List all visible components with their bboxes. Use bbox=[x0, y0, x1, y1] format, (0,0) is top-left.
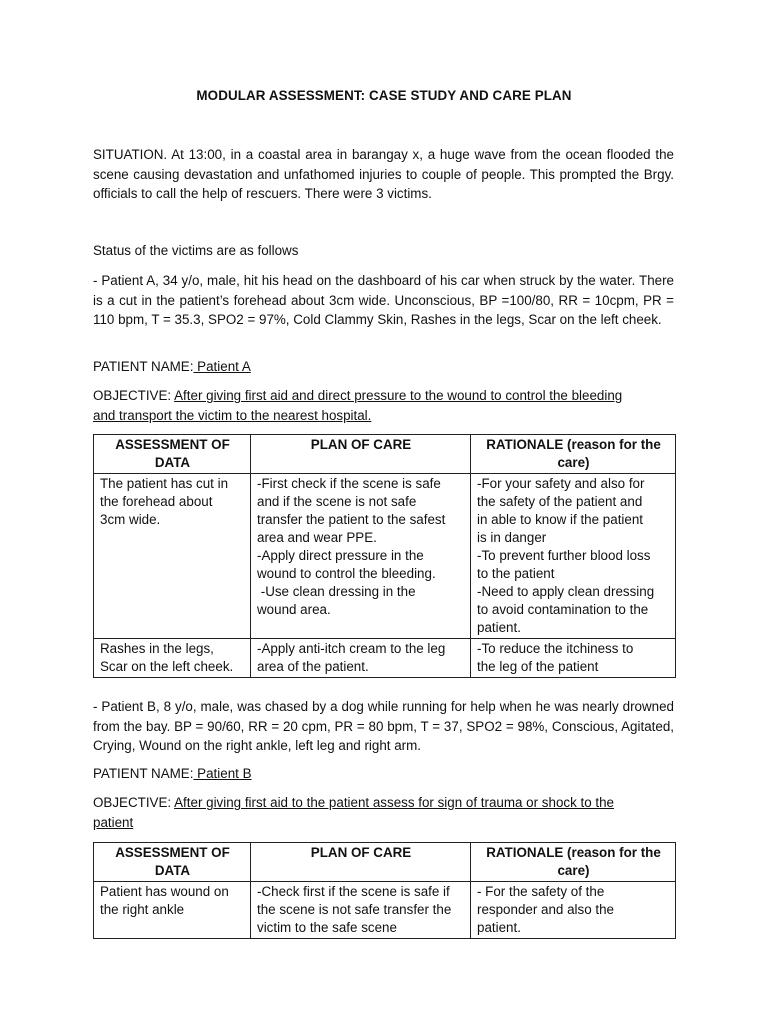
cell-line: in able to know if the patient bbox=[477, 512, 644, 527]
patient-a-care-table bbox=[93, 434, 676, 678]
objective-label: OBJECTIVE: bbox=[93, 388, 172, 403]
patient-b-name bbox=[93, 764, 674, 784]
situation-text: At 13:00, in a coastal area in barangay x, a huge wave from the ocean flooded the scene causing devastation and unfathomed injuries to couple of people. This prompted the Brgy. officials to call the help of rescuers. There were 3 victims. bbox=[93, 147, 674, 201]
objective-line-2: and transport the victim to the nearest hospital. bbox=[93, 407, 372, 423]
cell-line: -Apply direct pressure in the bbox=[257, 548, 424, 563]
cell-plan bbox=[251, 639, 471, 678]
cell-line: -Apply anti-itch cream to the leg bbox=[257, 641, 446, 656]
cell-line: wound to control the bleeding. bbox=[257, 566, 436, 581]
cell-line: Rashes in the legs, bbox=[100, 641, 214, 656]
table-body bbox=[94, 882, 676, 939]
cell-line: the safety of the patient and bbox=[477, 494, 643, 509]
patient-name-label: PATIENT NAME: bbox=[93, 359, 194, 374]
cell-line: 3cm wide. bbox=[100, 512, 161, 527]
cell-line: the forehead about bbox=[100, 494, 213, 509]
cell-line: -Check first if the scene is safe if bbox=[257, 884, 450, 899]
cell-line: -First check if the scene is safe bbox=[257, 476, 441, 491]
cell-line: -To prevent further blood loss bbox=[477, 548, 651, 563]
cell-line: patient. bbox=[477, 920, 521, 935]
cell-line: responder and also the bbox=[477, 902, 614, 917]
cell-line: Scar on the left cheek. bbox=[100, 659, 234, 674]
cell-assessment bbox=[94, 474, 251, 639]
cell-rationale bbox=[471, 882, 676, 939]
cell-line: the scene is not safe transfer the bbox=[257, 902, 452, 917]
patient-a-name bbox=[93, 357, 674, 377]
cell-line: to avoid contamination to the bbox=[477, 602, 649, 617]
cell-line: patient. bbox=[477, 620, 521, 635]
patient-a-objective bbox=[93, 386, 674, 425]
cell-line: - For the safety of the bbox=[477, 884, 605, 899]
table-row bbox=[94, 882, 676, 939]
patient-b-objective bbox=[93, 793, 674, 832]
cell-line: -Need to apply clean dressing bbox=[477, 584, 655, 599]
objective-line-2: patient bbox=[93, 814, 134, 830]
objective-line-1: After giving first aid and direct pressure to the wound to control the bleeding bbox=[174, 388, 623, 403]
cell-line: to the patient bbox=[477, 566, 555, 581]
cell-line: -For your safety and also for bbox=[477, 476, 645, 491]
header-assessment: ASSESSMENT OF DATA bbox=[94, 435, 251, 474]
patient-name-label: PATIENT NAME: bbox=[93, 766, 194, 781]
header-rationale: RATIONALE (reason for the care) bbox=[471, 843, 676, 882]
cell-line: victim to the safe scene bbox=[257, 920, 397, 935]
cell-assessment bbox=[94, 639, 251, 678]
page-title: MODULAR ASSESSMENT: CASE STUDY AND CARE PLAN bbox=[196, 88, 572, 103]
table-header-row bbox=[94, 843, 676, 882]
situation-label: SITUATION. bbox=[93, 147, 168, 162]
patient-b-description: - Patient B, 8 y/o, male, was chased by a dog while running for help when he was nearly drowned from the bay. BP = 90/60, RR = 20 cpm, PR = 80 bpm, T = 37, SPO2 = 98%, Conscious, Agitated, Crying, Wound on the right ankle, left leg and right arm. bbox=[93, 699, 674, 753]
cell-line: -To reduce the itchiness to bbox=[477, 641, 634, 656]
header-plan: PLAN OF CARE bbox=[251, 435, 471, 474]
cell-line: Patient has wound on bbox=[100, 884, 229, 899]
table-row bbox=[94, 474, 676, 639]
cell-line: the right ankle bbox=[100, 902, 185, 917]
table-header-row bbox=[94, 435, 676, 474]
header-assessment: ASSESSMENT OF DATA bbox=[94, 843, 251, 882]
patient-b-care-table bbox=[93, 842, 676, 939]
table-row bbox=[94, 639, 676, 678]
situation-paragraph bbox=[93, 145, 674, 204]
table-body bbox=[94, 474, 676, 678]
cell-assessment bbox=[94, 882, 251, 939]
cell-line: -Use clean dressing in the bbox=[257, 584, 416, 599]
header-rationale: RATIONALE (reason for the care) bbox=[471, 435, 676, 474]
cell-line: and if the scene is not safe bbox=[257, 494, 417, 509]
status-heading: Status of the victims are as follows bbox=[93, 243, 299, 258]
objective-line-1: After giving first aid to the patient assess for sign of trauma or shock to the bbox=[174, 795, 615, 810]
cell-line: is in danger bbox=[477, 530, 547, 545]
objective-label: OBJECTIVE: bbox=[93, 795, 172, 810]
cell-rationale bbox=[471, 474, 676, 639]
cell-line: The patient has cut in bbox=[100, 476, 229, 491]
patient-name-value: Patient B bbox=[193, 766, 252, 781]
cell-line: the leg of the patient bbox=[477, 659, 599, 674]
cell-rationale bbox=[471, 639, 676, 678]
cell-line: area of the patient. bbox=[257, 659, 369, 674]
cell-plan bbox=[251, 474, 471, 639]
cell-plan bbox=[251, 882, 471, 939]
cell-line: wound area. bbox=[257, 602, 331, 617]
cell-line: area and wear PPE. bbox=[257, 530, 377, 545]
header-plan: PLAN OF CARE bbox=[251, 843, 471, 882]
patient-name-value: Patient A bbox=[193, 359, 251, 374]
cell-line: transfer the patient to the safest bbox=[257, 512, 446, 527]
patient-a-description: - Patient A, 34 y/o, male, hit his head on the dashboard of his car when struck by the water. There is a cut in the patient’s forehead about 3cm wide. Unconscious, BP =100/80, RR = 10cpm, PR = 110 bpm, T = 35.3, SPO2 = 97%, Cold Clammy Skin, Rashes in the legs, Scar on the left cheek. bbox=[93, 273, 674, 327]
